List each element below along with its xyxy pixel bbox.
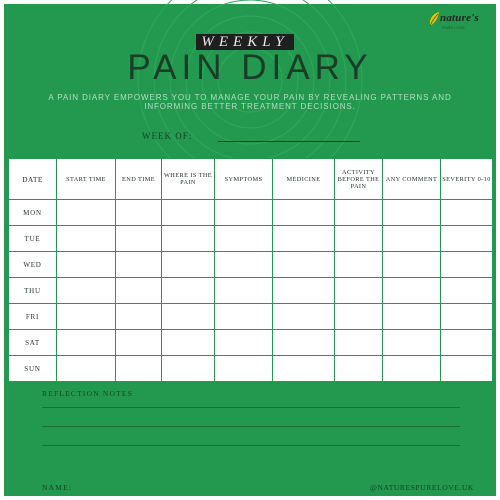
day-label: THU [9,278,57,304]
column-header: DATE [9,159,57,200]
entry-cell[interactable] [57,252,116,278]
entry-cell[interactable] [116,304,162,330]
entry-cell[interactable] [57,330,116,356]
entry-cell[interactable] [441,278,493,304]
entry-cell[interactable] [441,304,493,330]
day-label: WED [9,252,57,278]
entry-cell[interactable] [162,226,215,252]
entry-cell[interactable] [335,252,383,278]
column-header: START TIME [57,159,116,200]
page-title: PAIN DIARY [127,48,373,87]
entry-cell[interactable] [57,200,116,226]
entry-cell[interactable] [441,330,493,356]
table-row [9,278,493,304]
reflection-notes-label: REFLECTION NOTES [42,389,134,398]
entry-cell[interactable] [383,356,441,382]
column-header: SYMPTOMS [215,159,273,200]
table-row [9,330,493,356]
entry-cell[interactable] [162,200,215,226]
table-header-row [9,159,493,200]
entry-cell[interactable] [116,226,162,252]
entry-cell[interactable] [57,304,116,330]
entry-cell[interactable] [383,278,441,304]
column-header: END TIME [116,159,162,200]
entry-cell[interactable] [441,356,493,382]
entry-cell[interactable] [116,278,162,304]
entry-cell[interactable] [383,226,441,252]
table-row [9,356,493,382]
leaf-icon [428,11,440,27]
entry-cell[interactable] [273,252,335,278]
notes-line[interactable] [42,407,460,408]
entry-cell[interactable] [116,252,162,278]
day-label: SAT [9,330,57,356]
entry-cell[interactable] [57,356,116,382]
brand-logo [428,10,488,32]
entry-cell[interactable] [273,356,335,382]
entry-cell[interactable] [215,304,273,330]
entry-cell[interactable] [383,200,441,226]
entry-cell[interactable] [335,278,383,304]
entry-cell[interactable] [162,304,215,330]
entry-cell[interactable] [383,304,441,330]
column-header: WHERE IS THE PAIN [162,159,215,200]
entry-cell[interactable] [441,252,493,278]
entry-cell[interactable] [116,330,162,356]
table-row [9,304,493,330]
entry-cell[interactable] [335,356,383,382]
column-header: MEDICINE [273,159,335,200]
entry-cell[interactable] [215,252,273,278]
entry-cell[interactable] [215,226,273,252]
entry-cell[interactable] [162,252,215,278]
day-label: MON [9,200,57,226]
entry-cell[interactable] [215,330,273,356]
entry-cell[interactable] [215,200,273,226]
entry-cell[interactable] [215,278,273,304]
notes-line[interactable] [42,426,460,427]
week-of-field[interactable] [218,141,360,142]
entry-cell[interactable] [116,356,162,382]
entry-cell[interactable] [335,226,383,252]
entry-cell[interactable] [273,200,335,226]
entry-cell[interactable] [162,278,215,304]
column-header: SEVERITY 0-10 [441,159,493,200]
day-label: FRI [9,304,57,330]
entry-cell[interactable] [215,356,273,382]
page-subtitle: A PAIN DIARY EMPOWERS YOU TO MANAGE YOUR PAIN BY REVEALING PATTERNS AND INFORMING BETTER TREATMENT DECISIONS. [48,93,452,111]
entry-cell[interactable] [273,330,335,356]
column-header: ANY COMMENT [383,159,441,200]
table-row [9,252,493,278]
table-row [9,200,493,226]
entry-cell[interactable] [335,304,383,330]
entry-cell[interactable] [273,304,335,330]
entry-cell[interactable] [335,200,383,226]
entry-cell[interactable] [116,200,162,226]
pain-diary-table [8,158,493,382]
entry-cell[interactable] [335,330,383,356]
entry-cell[interactable] [162,330,215,356]
table-row [9,226,493,252]
notes-line[interactable] [42,445,460,446]
entry-cell[interactable] [273,278,335,304]
entry-cell[interactable] [162,356,215,382]
logo-tagline: PURE LOVE [442,25,465,30]
entry-cell[interactable] [383,330,441,356]
entry-cell[interactable] [383,252,441,278]
name-label: NAME: [42,483,73,492]
column-header: ACTIVITY BEFORE THE PAIN [335,159,383,200]
entry-cell[interactable] [57,278,116,304]
entry-cell[interactable] [441,200,493,226]
logo-text: nature's [440,12,479,24]
entry-cell[interactable] [57,226,116,252]
weekly-banner: WEEKLY [196,34,294,50]
entry-cell[interactable] [273,226,335,252]
week-of-label: WEEK OF: [142,131,193,141]
entry-cell[interactable] [441,226,493,252]
social-handle: @NATURESPURELOVE.UK [370,483,474,492]
day-label: TUE [9,226,57,252]
day-label: SUN [9,356,57,382]
